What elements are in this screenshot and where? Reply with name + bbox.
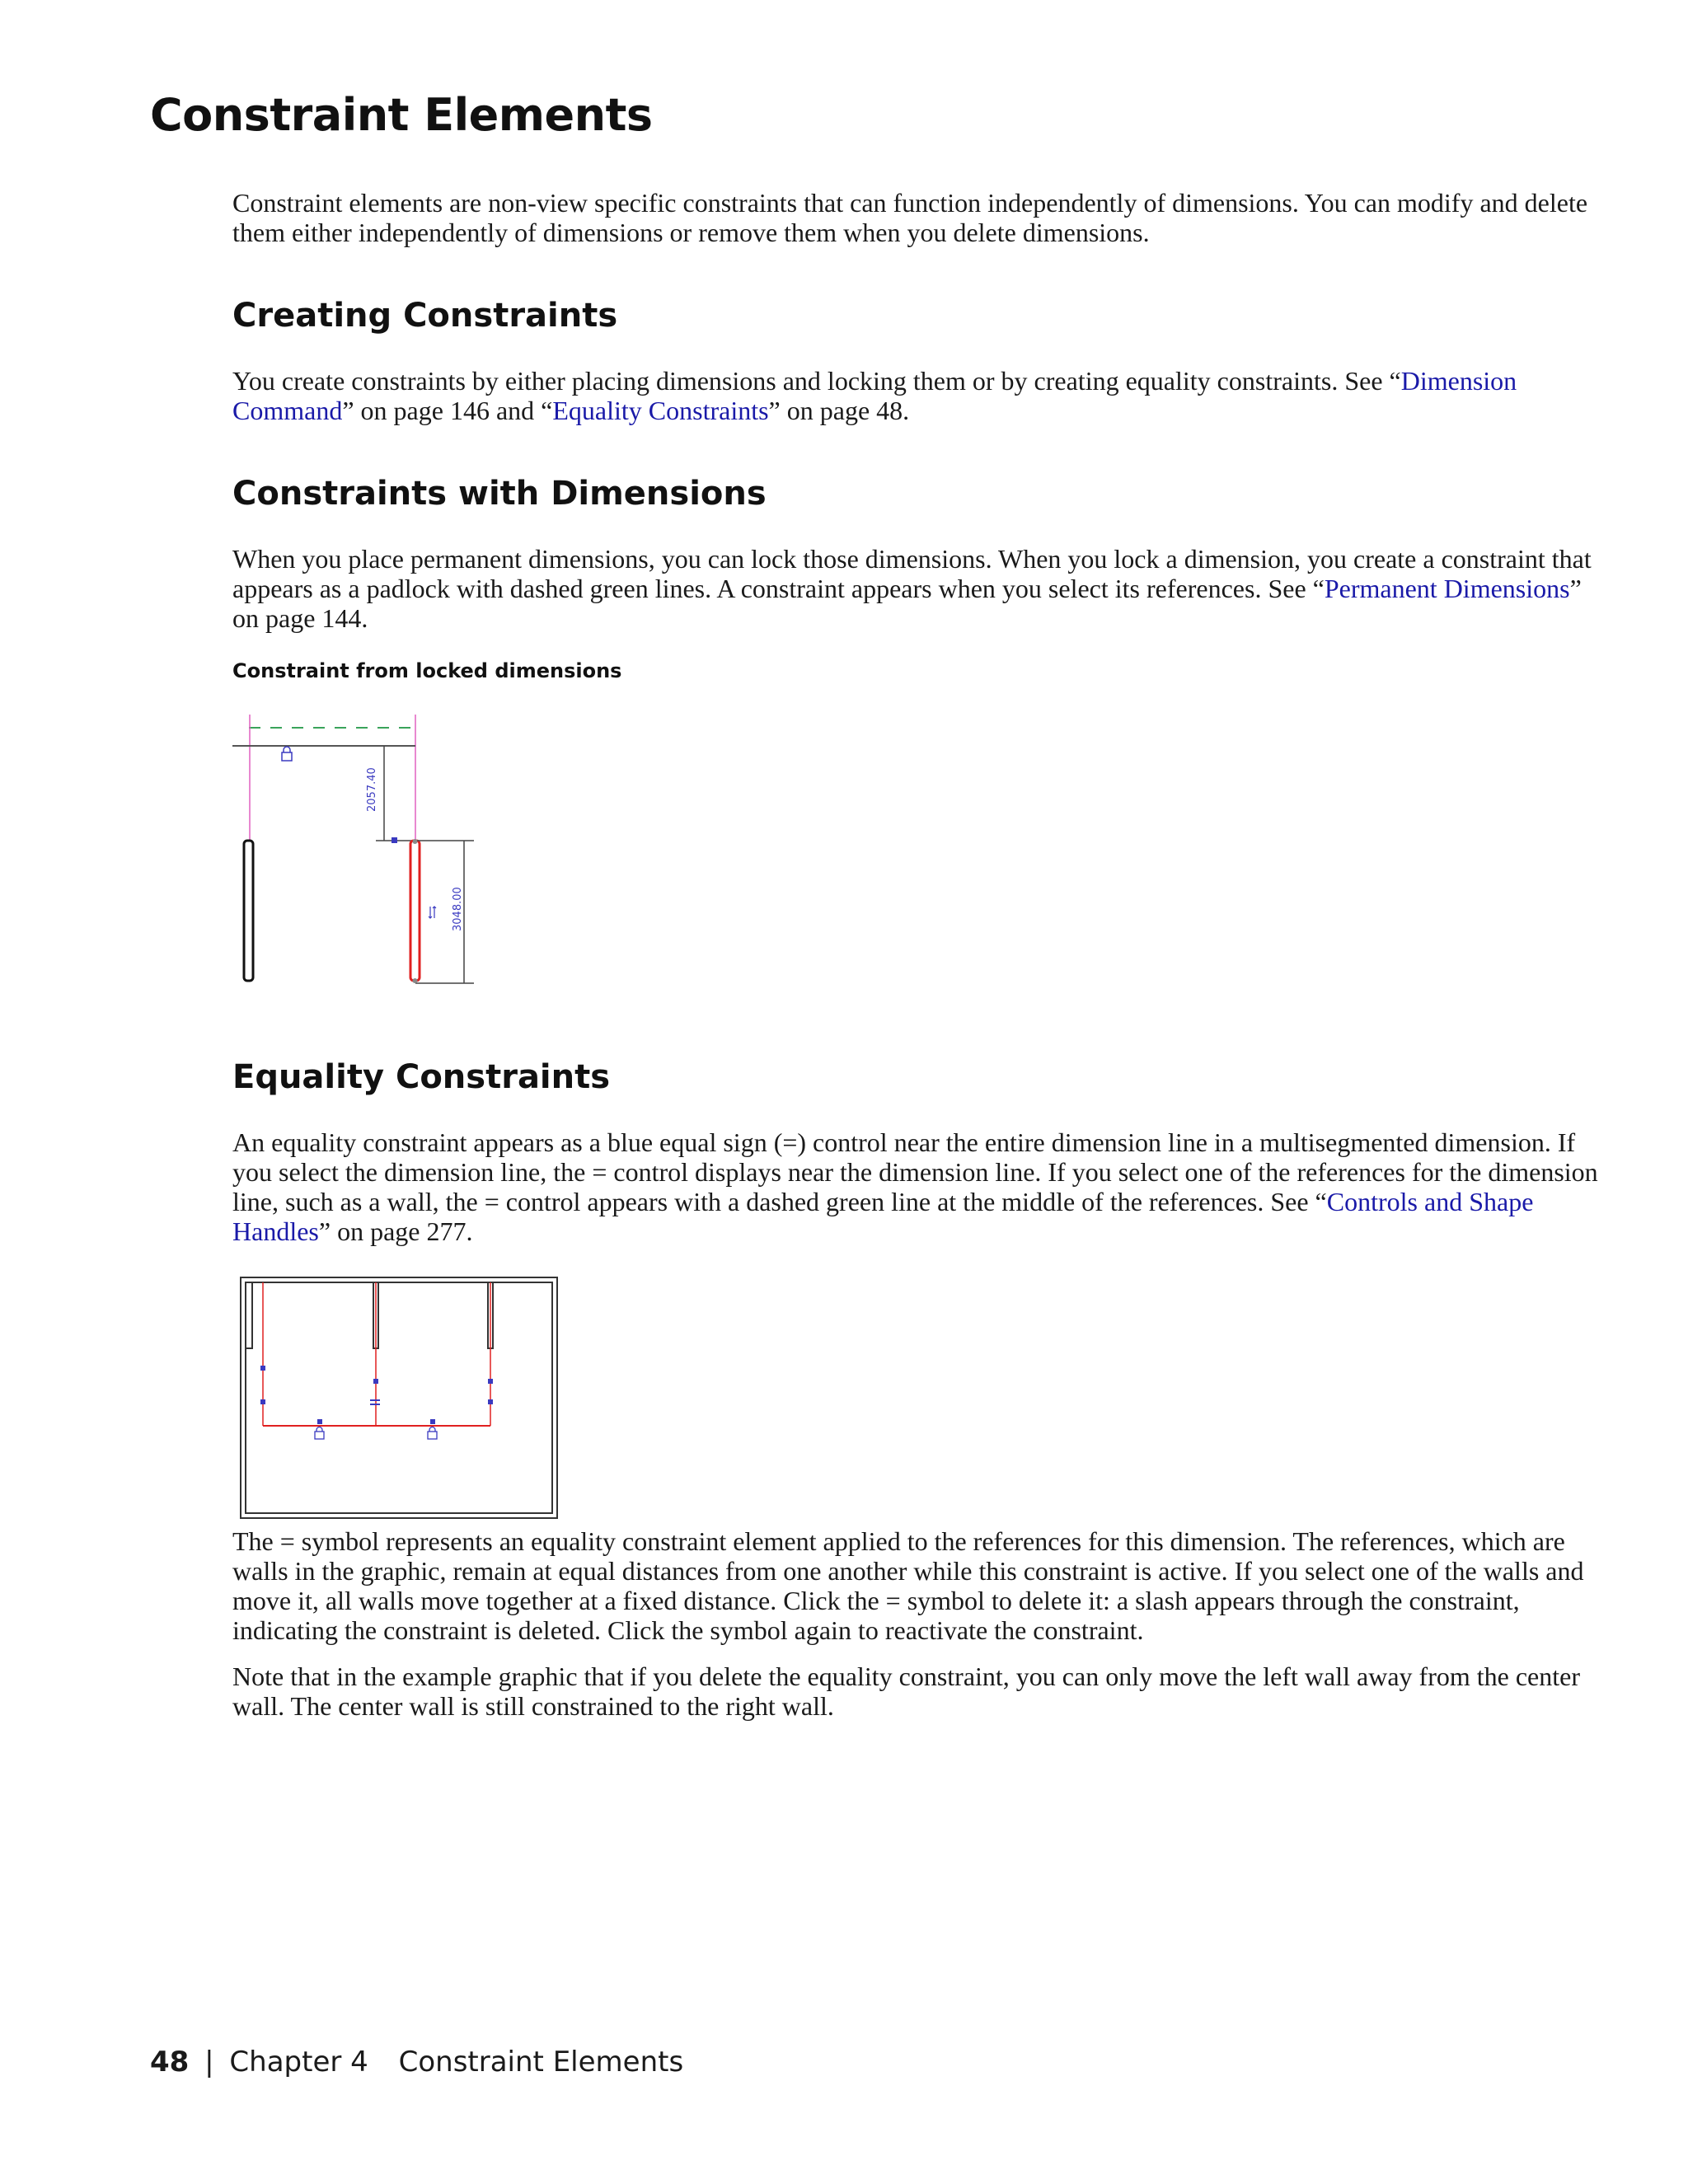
- wall-left[interactable]: [244, 841, 253, 981]
- figure-caption: Constraint from locked dimensions: [232, 659, 622, 682]
- link-dimension-command[interactable]: Dimension Command: [232, 366, 1517, 425]
- creating-paragraph: [232, 366, 1601, 425]
- grip-2a[interactable]: [373, 1379, 378, 1384]
- dimension-text-upper[interactable]: 2057.40: [366, 767, 378, 812]
- grip-mid-2[interactable]: [430, 1419, 435, 1424]
- link-equality-constraints[interactable]: Equality Constraints: [552, 396, 769, 425]
- wall-1[interactable]: [246, 1282, 252, 1348]
- grip-1a[interactable]: [260, 1366, 265, 1371]
- grip-mid-1[interactable]: [317, 1419, 322, 1424]
- creating-text-2: ” on page 146 and “: [342, 396, 553, 425]
- dimensions-text-2: ” on page 144.: [232, 574, 1582, 633]
- dimensions-text-1: When you place permanent dimensions, you can lock those dimensions. When you lock a dimension, you create a constraint that appears as a padlock with dashed green lines. A constraint appears when you select its references. See “: [232, 544, 1592, 603]
- grip-3b[interactable]: [488, 1399, 493, 1404]
- dimension-text-lower[interactable]: 3048.00: [452, 887, 464, 931]
- page-title: Constraint Elements: [150, 89, 653, 141]
- page-number: 48: [150, 2046, 190, 2079]
- footer-separator: |: [204, 2046, 214, 2079]
- equality-constraint-figure: [239, 1276, 560, 1521]
- equality-text-1: An equality constraint appears as a blue equal sign (=) control near the entire dimension line in a multisegmented dimension. If you select the dimension line, the = control displays near the dimension line. If you select one of the references for the dimension line, such as a wall, the = control appears with a dashed green line at the middle of the references. See “: [232, 1127, 1598, 1216]
- creating-text-3: ” on page 48.: [768, 396, 910, 425]
- equality-paragraph-1: [232, 1127, 1601, 1246]
- footer-chapter: Chapter 4: [229, 2046, 368, 2079]
- equality-text-2: ” on page 277.: [318, 1216, 473, 1246]
- link-controls-and-shape-handles[interactable]: Controls and Shape Handles: [232, 1187, 1534, 1246]
- room-outer-wall: [241, 1277, 557, 1518]
- footer-chapter-title: Constraint Elements: [398, 2046, 684, 2079]
- link-permanent-dimensions[interactable]: Permanent Dimensions: [1324, 574, 1570, 603]
- heading-equality-constraints: Equality Constraints: [232, 1058, 611, 1096]
- locked-dimensions-figure: [223, 705, 486, 1001]
- heading-constraints-with-dimensions: Constraints with Dimensions: [232, 475, 767, 513]
- wall-end-grip-top[interactable]: [413, 839, 418, 844]
- heading-creating-constraints: Creating Constraints: [232, 297, 618, 335]
- intro-paragraph: Constraint elements are non-view specific constraints that can function independently of dimensions. You can modify and delete them either independently of dimensions or remove them when you delete dimensions.: [232, 188, 1588, 247]
- creating-text-1: You create constraints by either placing dimensions and locking them or by creating equality constraints. See “: [232, 366, 1401, 396]
- grip-3a[interactable]: [488, 1379, 493, 1384]
- grip-1b[interactable]: [260, 1399, 265, 1404]
- wall-end-grip-bottom[interactable]: [413, 978, 418, 983]
- flip-arrows-icon[interactable]: [429, 907, 436, 918]
- padlock-icon[interactable]: [282, 747, 292, 761]
- grip-handle-upper[interactable]: [392, 837, 397, 843]
- equality-paragraph-2: The = symbol represents an equality constraint element applied to the references for this dimension. The references, which are walls in the graphic, remain at equal distances from one another while this constraint is active. If you select one of the walls and move it, all walls move together at a fixed distance. Click the = symbol to delete it: a slash appears through the constraint, indicating the constraint is deleted. Click the symbol again to reactivate the constraint.: [232, 1526, 1584, 1645]
- page-footer: [150, 2046, 683, 2079]
- equality-paragraph-3: Note that in the example graphic that if you delete the equality constraint, you can only move the left wall away from the center wall. The center wall is still constrained to the right wall.: [232, 1661, 1580, 1721]
- wall-right-selected[interactable]: [410, 841, 420, 981]
- dimensions-paragraph: [232, 544, 1601, 633]
